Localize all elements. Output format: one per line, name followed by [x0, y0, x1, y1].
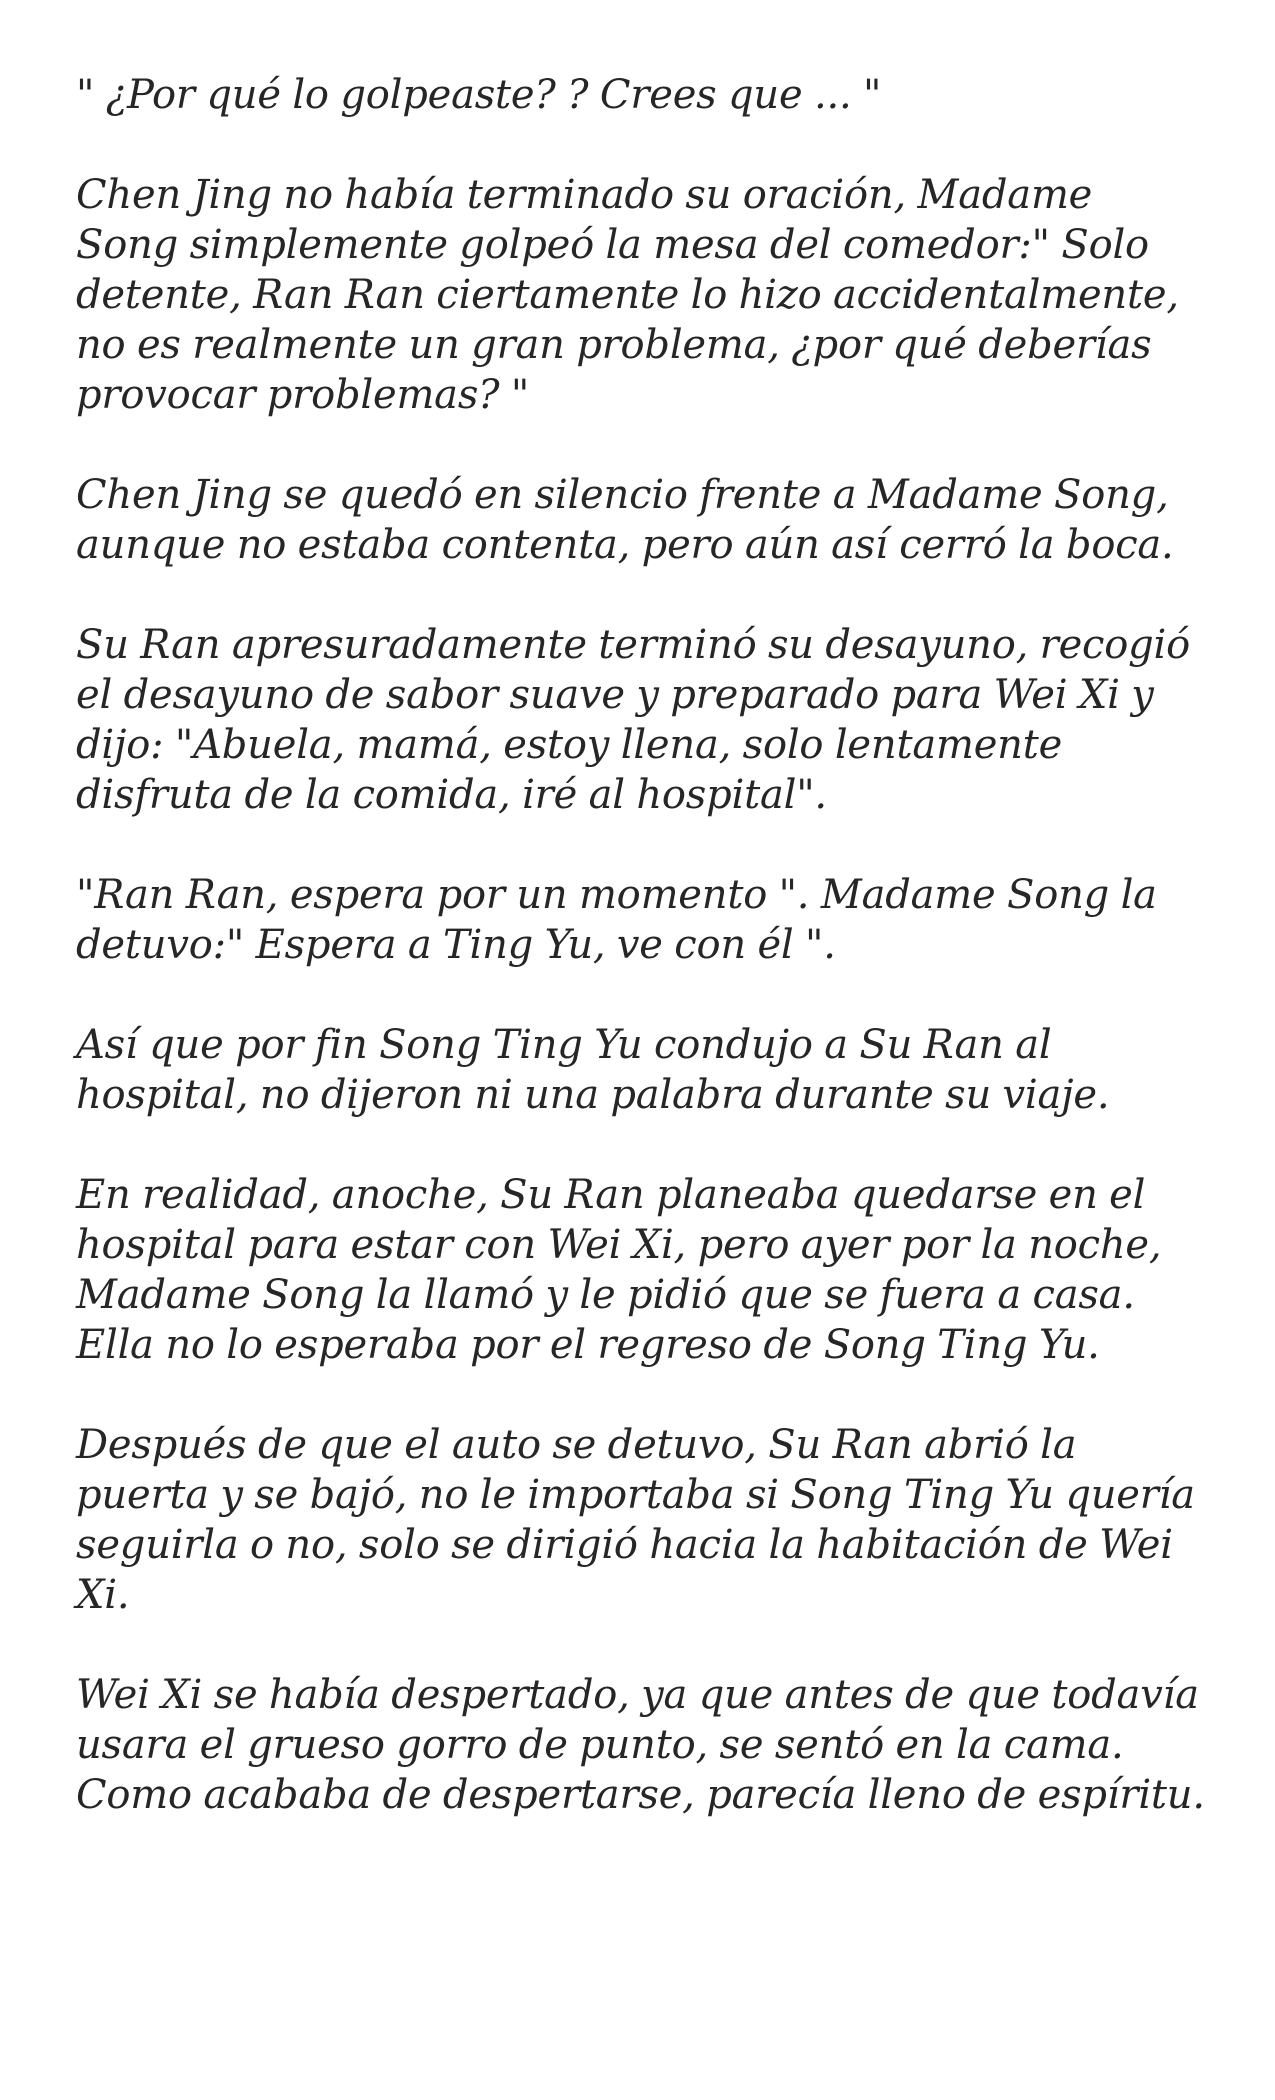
- paragraph-5: "Ran Ran, espera por un momento ". Madame Song la detuvo:" Espera a Ting Yu, ve con él ".: [76, 872, 1157, 968]
- paragraph-7: En realidad, anoche, Su Ran planeaba quedarse en el hospital para estar con Wei Xi, pero ayer por la noche, Madame Song la llamó y le pidió que se fuera a casa. Ella no lo esperaba por el regreso de Song Ting Yu.: [76, 1172, 1162, 1368]
- paragraph-1: " ¿Por qué lo golpeaste? ? Crees que ... ": [76, 72, 882, 118]
- paragraph-6: Así que por fin Song Ting Yu condujo a Su Ran al hospital, no dijeron ni una palabra durante su viaje.: [76, 1022, 1110, 1118]
- paragraph-2: Chen Jing no había terminado su oración, Madame Song simplemente golpeó la mesa del comedor:" Solo detente, Ran Ran ciertamente lo hizo accidentalmente, no es realmente un gran problema, ¿por qué deberías provocar problemas? ": [76, 172, 1179, 418]
- paragraph-8: Después de que el auto se detuvo, Su Ran abrió la puerta y se bajó, no le importaba si Song Ting Yu quería seguirla o no, solo se dirigió hacia la habitación de Wei Xi.: [76, 1422, 1195, 1618]
- paragraph-3: Chen Jing se quedó en silencio frente a Madame Song, aunque no estaba contenta, pero aún así cerró la boca.: [76, 472, 1174, 568]
- paragraph-9: Wei Xi se había despertado, ya que antes de que todavía usara el grueso gorro de punto, se sentó en la cama. Como acababa de despertarse, parecía lleno de espíritu.: [76, 1672, 1205, 1818]
- paragraph-4: Su Ran apresuradamente terminó su desayuno, recogió el desayuno de sabor suave y preparado para Wei Xi y dijo: "Abuela, mamá, estoy llena, solo lentamente disfruta de la comida, iré al hospital".: [76, 622, 1191, 818]
